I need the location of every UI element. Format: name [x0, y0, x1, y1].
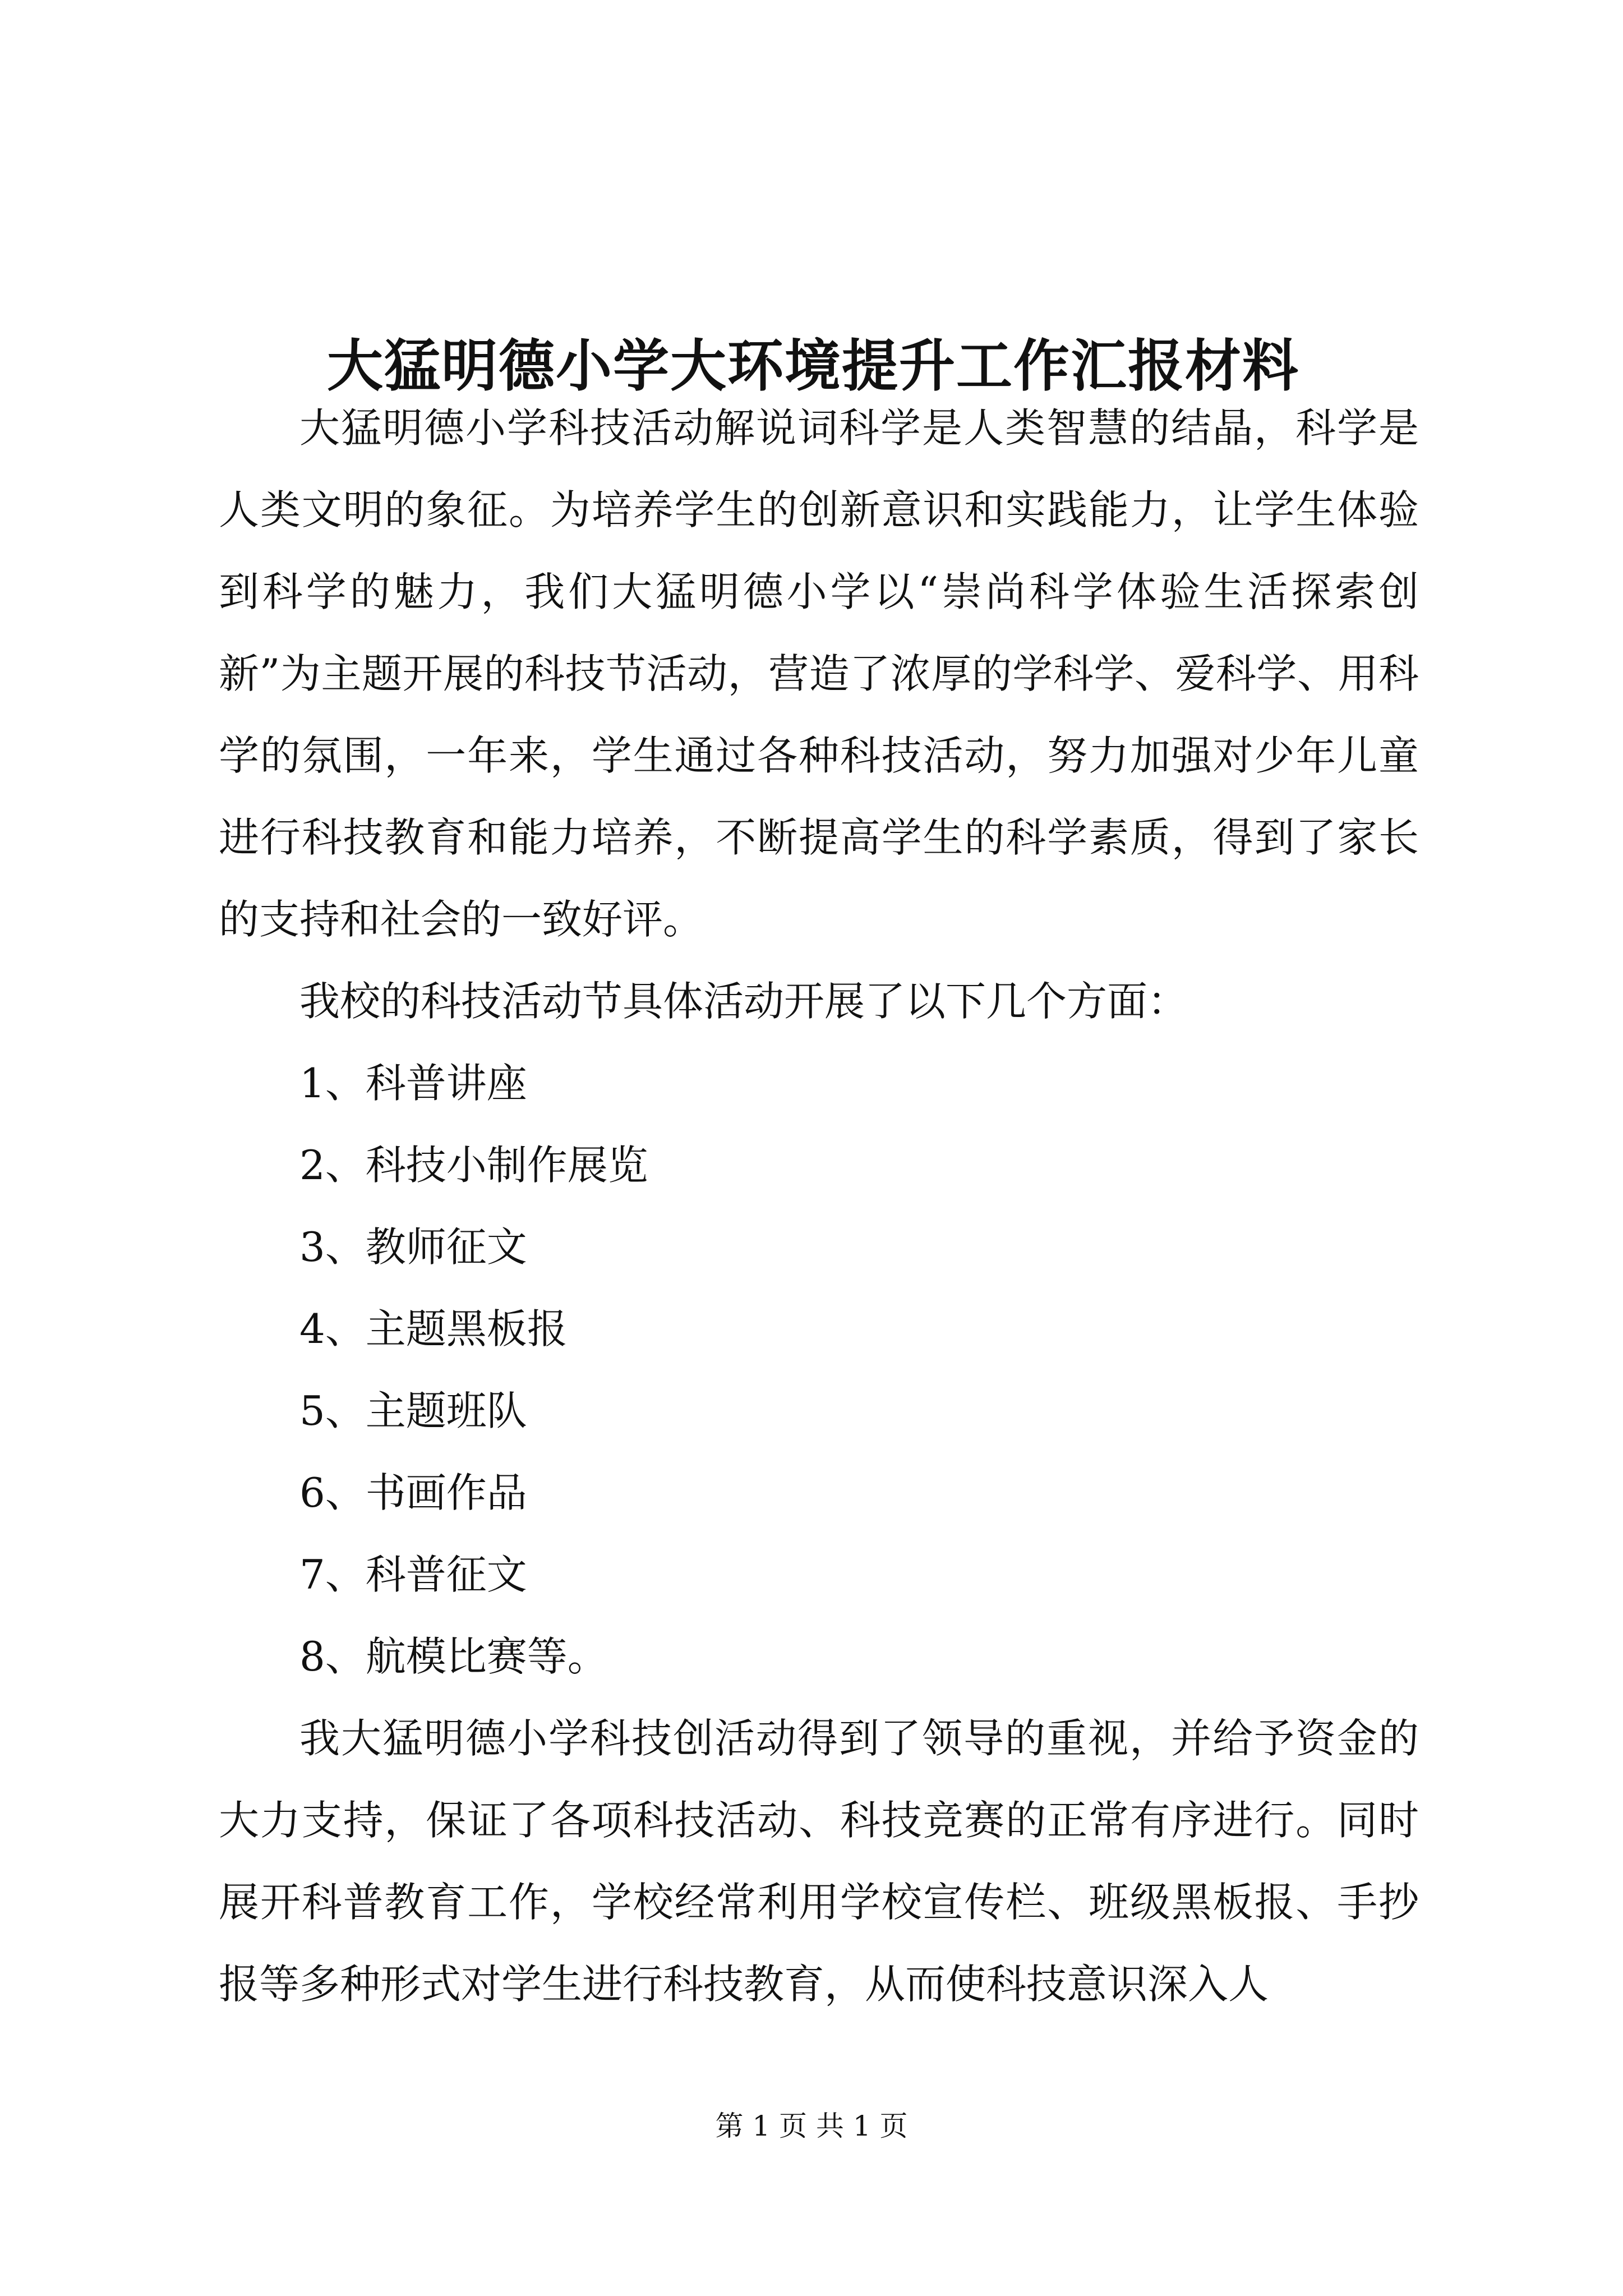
document-title: 大猛明德小学大环境提升工作汇报材料: [327, 333, 1299, 399]
page-footer: 第 1 页 共 1 页: [715, 2110, 908, 2142]
list-item: 4、主题黑板报: [299, 1305, 568, 1352]
support-paragraph: 我大猛明德小学科技创活动得到了领导的重视，并给予资金的大力支持，保证了各项科技活动、科技竞赛的正常有序进行。同时展开科普教育工作，学校经常利用学校宣传栏、班级黑板报、手抄报等多种形式对学生进行科技教育，从而使科技意识深入人: [219, 1715, 1419, 2008]
activity-list: [219, 1042, 1419, 1697]
list-item: 7、科普征文: [299, 1551, 527, 1598]
list-item: 5、主题班队: [299, 1387, 527, 1434]
list-item: 3、教师征文: [299, 1223, 527, 1271]
list-item: 1、科普讲座: [299, 1060, 527, 1107]
list-item: 8、航模比赛等。: [299, 1633, 608, 1680]
list-item: 6、书画作品: [299, 1469, 527, 1516]
list-item: 2、科技小制作展览: [299, 1142, 648, 1189]
intro-paragraph: 大猛明德小学科技活动解说词科学是人类智慧的结晶，科学是人类文明的象征。为培养学生的创新意识和实践能力，让学生体验到科学的魅力，我们大猛明德小学以“崇尚科学体验生活探索创新”为主题开展的科技节活动，营造了浓厚的学科学、爱科学、用科学的氛围，一年来，学生通过各种科技活动，努力加强对少年儿童进行科技教育和能力培养，不断提高学生的科学素质，得到了家长的支持和社会的一致好评。: [219, 404, 1419, 943]
activities-intro-paragraph: 我校的科技活动节具体活动开展了以下几个方面：: [299, 978, 1188, 1025]
document-body: [219, 387, 1419, 2025]
